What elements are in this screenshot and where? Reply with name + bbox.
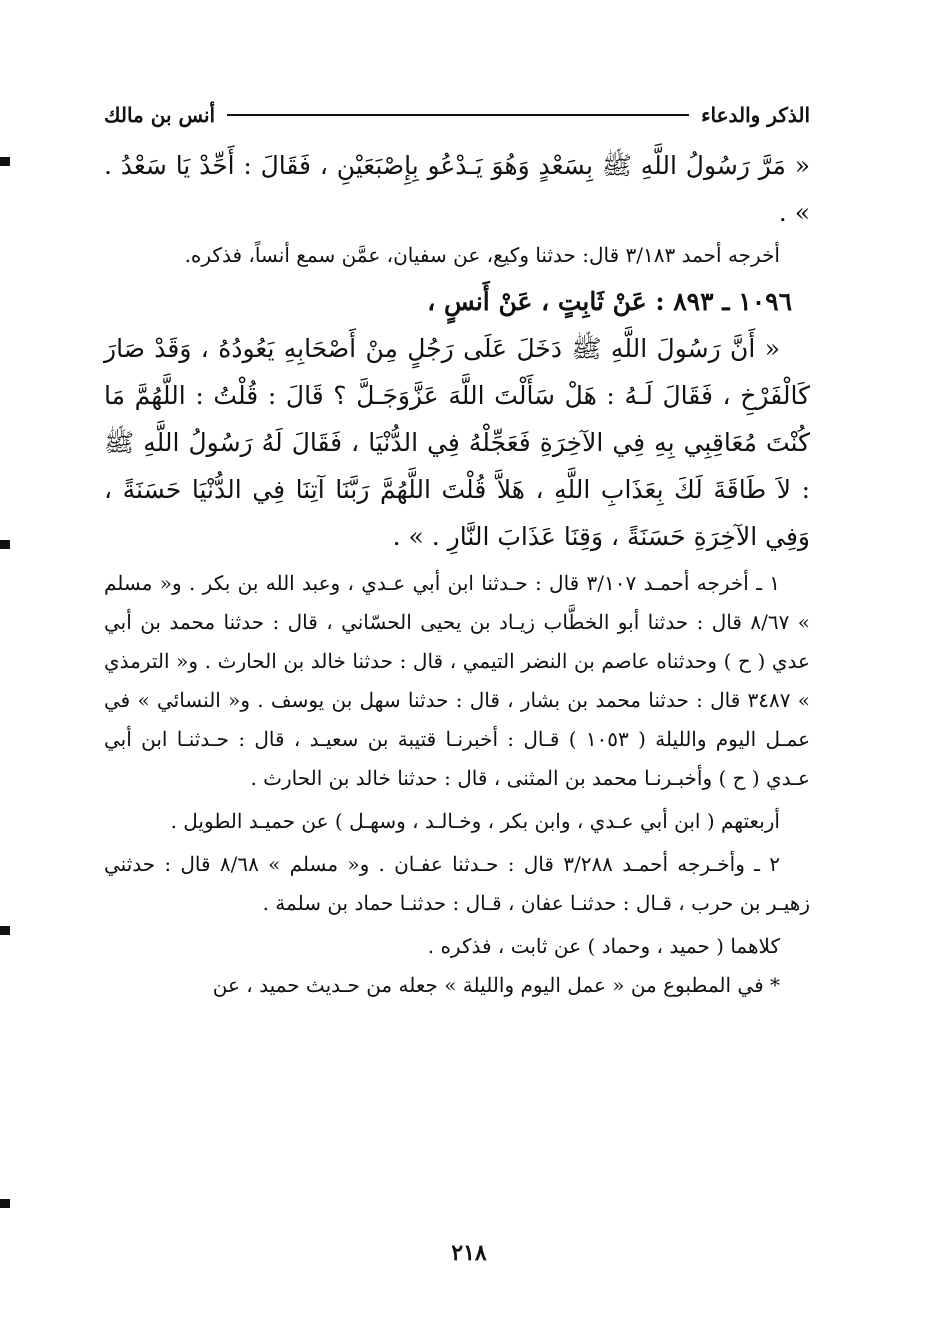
hadith-heading: ١٠٩٦ ـ ٨٩٣ : عَنْ ثَابِتٍ ، عَنْ أَنسٍ ، <box>427 287 792 316</box>
takhrij-note: ٢ ـ وأخـرجه أحمـد ٣/٢٨٨ قال : حـدثنا عفـان . و« مسلم » ٨/٦٨ قال : حدثني زهيـر بن حرب ، قـال : حدثنـا عفان ، قـال : حدثنـا حماد بن سلمة . <box>104 852 810 915</box>
scan-edge-mark <box>0 1199 10 1208</box>
takhrij-note: ١ ـ أخرجه أحمـد ٣/١٠٧ قال : حـدثنا ابن أبي عـدي ، وعبد الله بن بكر . و« مسلم » ٨/٦٧ قال : حدثنا أبو الخطَّاب زيـاد بن يحيى الحسّاني ، قال : حدثنا محمد بن أبي عدي ( ح ) وحدثناه عاصم بن النضر التيمي ، قال : حدثنا خالد بن الحارث . و« الترمذي » ٣٤٨٧ قال : حدثنا محمد بن بشار ، قال : حدثنا سهل بن يوسف . و« النسائي » في عمـل اليوم والليلة ( ١٠٥٣ ) قـال : أخبرنـا قتيبة بن سعيـد ، قال : حـدثنـا ابن أبي عـدي ( ح ) وأخبـرنـا محمد بن المثنى ، قال : حدثنا خالد بن الحارث . <box>104 571 811 790</box>
takhrij-note: كلاهما ( حميد ، وحماد ) عن ثابت ، فذكره . <box>427 934 780 958</box>
scan-edge-mark <box>0 926 10 935</box>
takhrij-note: أخرجه أحمد ٣/١٨٣ قال: حدثنا وكيع، عن سفيان، عمَّن سمع أنساً، فذكره. <box>184 243 780 267</box>
running-header <box>104 100 810 130</box>
takhrij-note: أربعتهم ( ابن أبي عـدي ، وابن بكر ، وخـالـد ، وسهـل ) عن حميـد الطويل . <box>170 809 780 833</box>
hadith-text: « أَنَّ رَسُولَ اللَّهِ ﷺ دَخَلَ عَلَى رَجُلٍ مِنْ أَصْحَابِهِ يَعُودُهُ ، وَقَدْ صَارَ كَالْفَرْخِ ، فَقَالَ لَـهُ : هَلْ سَأَلْتَ اللَّهَ عَزَّوَجَـلَّ ؟ قَالَ : قُلْتُ : اللَّهُمَّ مَا كُنْتَ مُعَاقِبِي بِهِ فِي الآخِرَةِ فَعَجِّلْهُ فِي الدُّنْيَا ، فَقَالَ لَهُ رَسُولُ اللَّهِ ﷺ : لاَ طَاقَةَ لَكَ بِعَذَابِ اللَّهِ ، هَلاَّ قُلْتَ اللَّهُمَّ رَبَّنَا آتِنَا فِي الدُّنْيَا حَسَنَةً ، وَفِي الآخِرَةِ حَسَنَةً ، وَقِنَا عَذَابَ النَّارِ . » . <box>104 334 810 551</box>
header-rule <box>227 114 689 116</box>
hadith-text: « مَرَّ رَسُولُ اللَّهِ ﷺ بِسَعْدٍ وَهُوَ يَـدْعُو بِإِصْبَعَيْنِ ، فَقَالَ : أَحِّدْ يَا سَعْدُ . » . <box>104 151 810 227</box>
scan-edge-mark <box>0 540 10 549</box>
scan-edge-mark <box>0 157 10 166</box>
page-body <box>104 142 810 1005</box>
narrator-name: أنس بن مالك <box>104 103 216 127</box>
footnote: * في المطبوع من « عمل اليوم والليلة » جعله من حـديث حميد ، عن <box>212 973 780 997</box>
book-title: الذكر والدعاء <box>701 103 810 127</box>
page-number: ٢١٨ <box>451 1240 487 1266</box>
